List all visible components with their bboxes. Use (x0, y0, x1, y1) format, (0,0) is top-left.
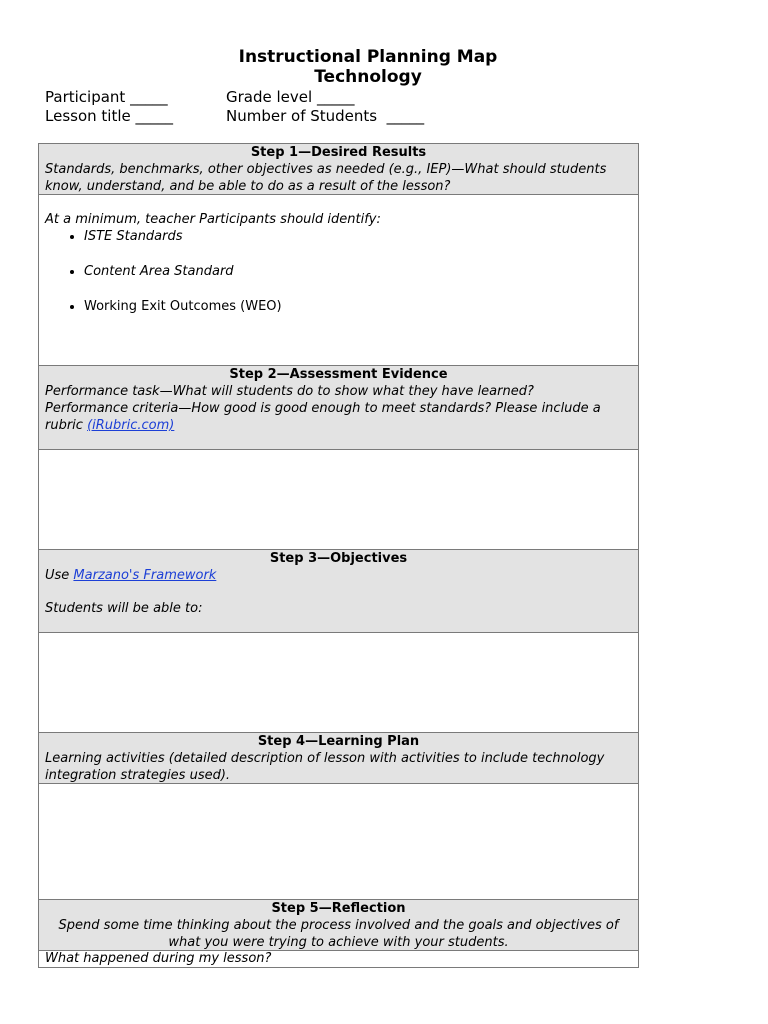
step2-task: Performance task—What will students do to show what they have learned? (45, 384, 534, 399)
step3-body[interactable] (39, 633, 638, 733)
step1-intro: At a minimum, teacher Participants should identify: (45, 212, 381, 227)
list-item: • Working Exit Outcomes (WEO) (84, 298, 638, 315)
step1-heading: Step 1—Desired Results (250, 145, 427, 160)
step2-criteria (39, 400, 638, 434)
step1-body (39, 195, 638, 366)
step4-heading: Step 4—Learning Plan (257, 734, 420, 749)
step5-description: Spend some time thinking about the process involved and the goals and objectives of what you were trying to achieve with your students. (58, 918, 619, 950)
lesson-title-field: Lesson title _____ (45, 107, 173, 125)
marzano-link[interactable]: Marzano's Framework (73, 568, 217, 583)
list-item: • ISTE Standards (84, 228, 638, 245)
step2-criteria-text: Performance criteria—How good is good enough to meet standards? Please include a rubric (45, 401, 601, 433)
step2-body[interactable] (39, 450, 638, 550)
step5-header (39, 900, 638, 951)
list-item: • Content Area Standard (84, 263, 638, 280)
step2-header (39, 366, 638, 450)
step3-use-prefix: Use (45, 568, 74, 583)
step3-heading: Step 3—Objectives (269, 551, 408, 566)
document-title: Instructional Planning Map (238, 47, 498, 67)
irubric-link[interactable]: (iRubric.com) (87, 418, 175, 433)
step3-use (39, 567, 638, 584)
step4-header (39, 733, 638, 784)
step1-list (39, 228, 638, 315)
step2-heading: Step 2—Assessment Evidence (229, 367, 448, 382)
number-of-students-field: Number of Students _____ (226, 107, 425, 125)
step3-header (39, 550, 638, 633)
document-subtitle: Technology (314, 67, 422, 87)
step4-body[interactable] (39, 784, 638, 900)
planning-table (38, 143, 639, 968)
step5-question-row[interactable] (39, 951, 638, 967)
step5-question: What happened during my lesson? (45, 951, 272, 966)
step4-description: Learning activities (detailed description of lesson with activities to include technology integration strategies used). (45, 751, 605, 783)
participant-field: Participant _____ (45, 88, 168, 106)
step3-students: Students will be able to: (45, 601, 203, 616)
step5-heading: Step 5—Reflection (271, 901, 406, 916)
step1-description: Standards, benchmarks, other objectives as needed (e.g., IEP)—What should students know, understand, and be able to do as a result of the lesson? (45, 162, 607, 194)
step1-header (39, 144, 638, 195)
grade-level-field: Grade level _____ (226, 88, 355, 106)
